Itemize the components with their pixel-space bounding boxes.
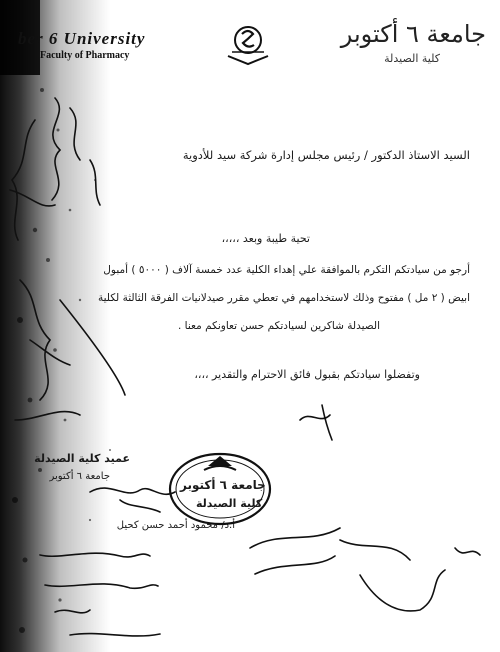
signatory-university: جامعة ٦ أكتوبر [49,471,110,482]
letter-addressee: السيد الاستاذ الدكتور / رئيس مجلس إدارة شركة سيد للأدوية [182,148,470,162]
faculty-name-arabic: كلية الصيدلة [384,52,440,65]
university-name-english: ber 6 University [18,29,146,48]
signatory-name: أ.د/ محمود أحمد حسن كحيل [116,520,235,531]
letter-body-line: أرجو من سيادتكم التكرم بالموافقة علي إهداء الكلية عدد خمسة آلاف ( ٥٠٠٠ ) أمبول [103,264,470,276]
letter-closing: وتفضلوا سيادتكم بقبول فائق الاحترام والتقدير ،،،، [194,368,420,381]
signatory-title: عميد كلية الصيدلة [34,452,130,465]
letter-body-line: الصيدلة شاكرين لسيادتكم حسن تعاونكم معنا . [178,320,380,332]
university-name-arabic: جامعة ٦ أكتوبر [340,20,486,48]
letter-greeting: تحية طيبة وبعد ،،،،، [221,232,310,245]
stamp-top-text: جامعة ٦ أكتوبر [180,478,266,492]
faculty-name-english: Faculty of Pharmacy [40,50,130,61]
stamp-bottom-text: كلية الصيدلة [196,497,263,510]
letter-body-line: ابيض ( ٢ مل ) مفتوح وذلك لاستخدامهم في تعطي مقرر صيدلانيات الفرقة الثالثة لكلية [97,292,470,304]
